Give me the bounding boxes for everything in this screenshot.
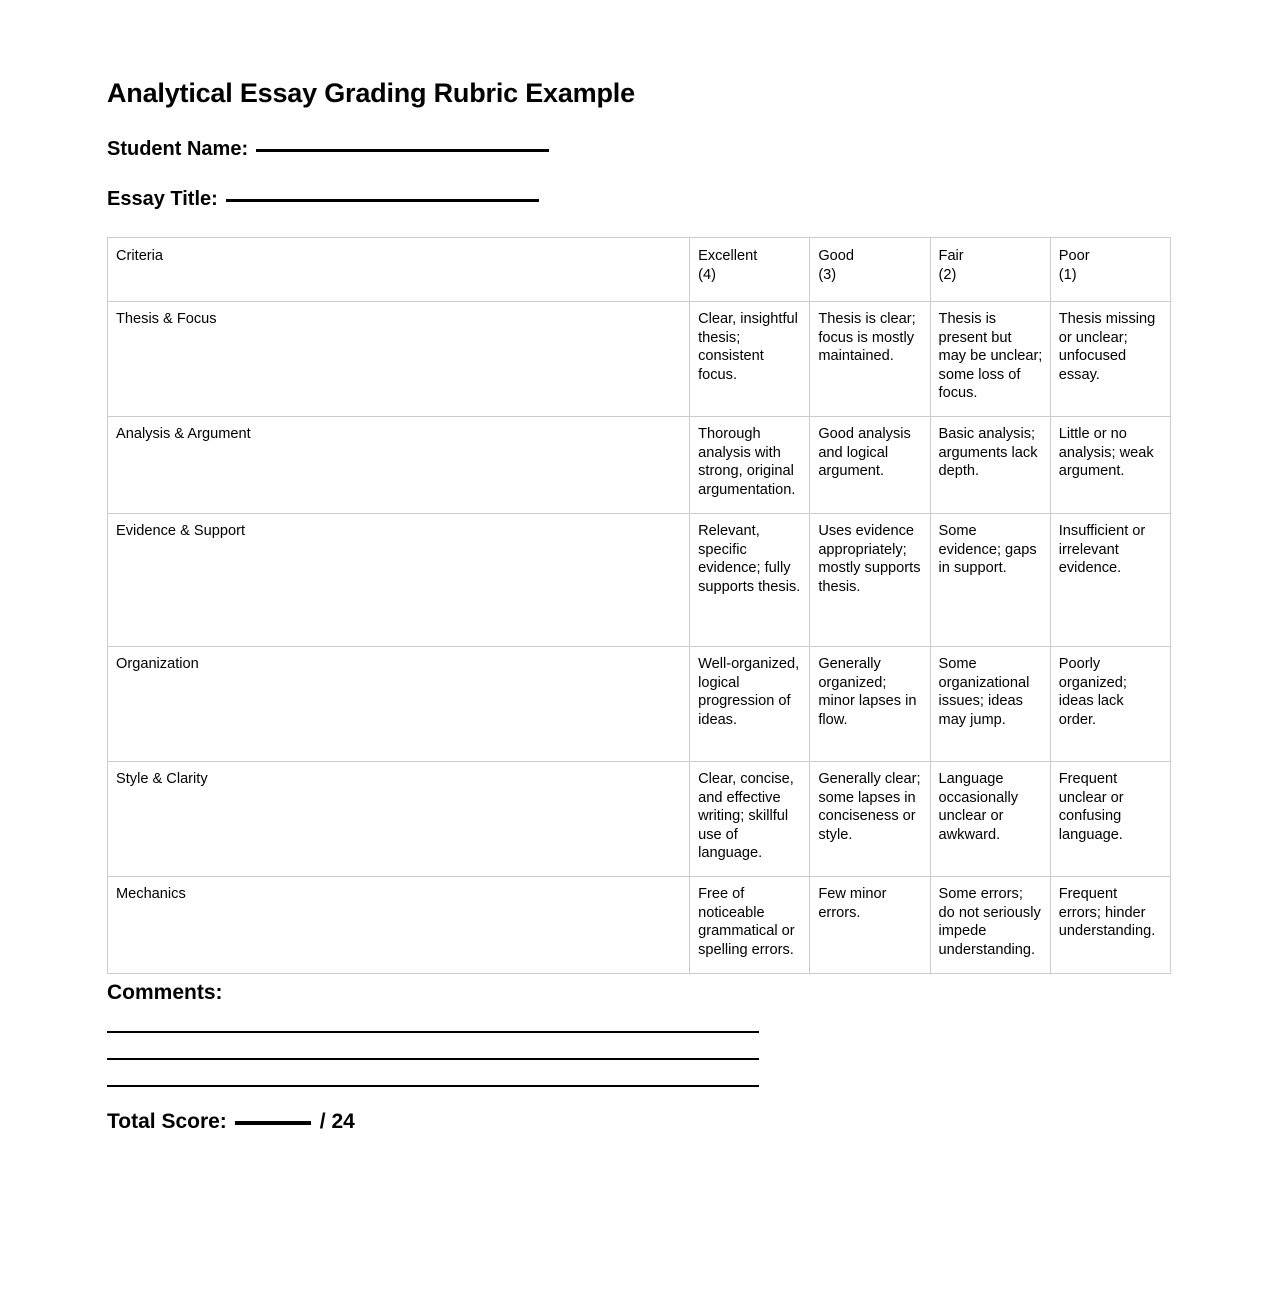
comment-line[interactable] <box>107 1085 759 1087</box>
descriptor-poor: Frequent unclear or confusing language. <box>1050 762 1170 877</box>
descriptor-poor: Frequent errors; hinder understanding. <box>1050 877 1170 974</box>
total-score-row <box>107 1109 1171 1134</box>
table-row <box>108 514 1171 647</box>
table-row <box>108 647 1171 762</box>
essay-title-field-row <box>107 187 1171 211</box>
descriptor-fair: Some errors; do not seriously impede understanding. <box>930 877 1050 974</box>
student-name-label: Student Name: <box>107 138 249 161</box>
document-content <box>107 78 1171 1134</box>
column-header-poor-score: (1) <box>1058 266 1077 283</box>
criteria-label: Evidence & Support <box>108 514 690 647</box>
student-name-input[interactable] <box>256 148 549 152</box>
essay-title-input[interactable] <box>226 198 539 202</box>
column-header-good-name: Good <box>818 248 855 265</box>
column-header-poor <box>1050 238 1170 302</box>
column-header-excellent <box>690 238 810 302</box>
table-row <box>108 762 1171 877</box>
column-header-poor-name: Poor <box>1058 248 1090 265</box>
descriptor-fair: Thesis is present but may be unclear; some loss of focus. <box>930 302 1050 417</box>
rubric-table <box>107 237 1171 974</box>
criteria-label: Thesis & Focus <box>108 302 690 417</box>
total-score-input[interactable] <box>235 1120 311 1125</box>
table-header-row <box>108 238 1171 302</box>
descriptor-excellent: Free of noticeable grammatical or spelling errors. <box>690 877 810 974</box>
descriptor-fair: Basic analysis; arguments lack depth. <box>930 417 1050 514</box>
descriptor-poor: Little or no analysis; weak argument. <box>1050 417 1170 514</box>
table-row <box>108 877 1171 974</box>
page-title: Analytical Essay Grading Rubric Example <box>107 78 635 108</box>
column-header-fair-name: Fair <box>938 248 964 265</box>
column-header-good-score: (3) <box>818 266 837 283</box>
table-row <box>108 302 1171 417</box>
essay-title-label: Essay Title: <box>107 188 218 211</box>
column-header-good <box>810 238 930 302</box>
column-header-excellent-score: (4) <box>698 266 716 283</box>
descriptor-fair: Some evidence; gaps in support. <box>930 514 1050 647</box>
descriptor-good: Generally organized; minor lapses in flow. <box>810 647 930 762</box>
descriptor-good: Generally clear; some lapses in conciseness or style. <box>810 762 930 877</box>
descriptor-good: Few minor errors. <box>810 877 930 974</box>
descriptor-excellent: Relevant, specific evidence; fully supports thesis. <box>690 514 810 647</box>
comments-input-area <box>107 1031 1171 1087</box>
descriptor-poor: Insufficient or irrelevant evidence. <box>1050 514 1170 647</box>
comment-line[interactable] <box>107 1031 759 1033</box>
criteria-label: Mechanics <box>108 877 690 974</box>
comment-line[interactable] <box>107 1058 759 1060</box>
comments-heading: Comments: <box>107 981 223 1005</box>
descriptor-good: Thesis is clear; focus is mostly maintained. <box>810 302 930 417</box>
descriptor-excellent: Thorough analysis with strong, original argumentation. <box>690 417 810 514</box>
criteria-label: Organization <box>108 647 690 762</box>
column-header-fair-score: (2) <box>938 266 957 283</box>
descriptor-excellent: Clear, insightful thesis; consistent focus. <box>690 302 810 417</box>
descriptor-poor: Poorly organized; ideas lack order. <box>1050 647 1170 762</box>
criteria-label: Analysis & Argument <box>108 417 690 514</box>
descriptor-poor: Thesis missing or unclear; unfocused essay. <box>1050 302 1170 417</box>
criteria-label: Style & Clarity <box>108 762 690 877</box>
descriptor-excellent: Well-organized, logical progression of ideas. <box>690 647 810 762</box>
column-header-excellent-name: Excellent <box>698 248 758 265</box>
descriptor-good: Good analysis and logical argument. <box>810 417 930 514</box>
descriptor-good: Uses evidence appropriately; mostly supports thesis. <box>810 514 930 647</box>
student-name-field-row <box>107 137 1171 161</box>
table-row <box>108 417 1171 514</box>
total-score-max: / 24 <box>319 1110 355 1134</box>
total-score-label: Total Score: <box>107 1110 227 1134</box>
descriptor-fair: Language occasionally unclear or awkward. <box>930 762 1050 877</box>
descriptor-excellent: Clear, concise, and effective writing; skillful use of language. <box>690 762 810 877</box>
column-header-criteria: Criteria <box>108 238 690 302</box>
descriptor-fair: Some organizational issues; ideas may jump. <box>930 647 1050 762</box>
column-header-fair <box>930 238 1050 302</box>
